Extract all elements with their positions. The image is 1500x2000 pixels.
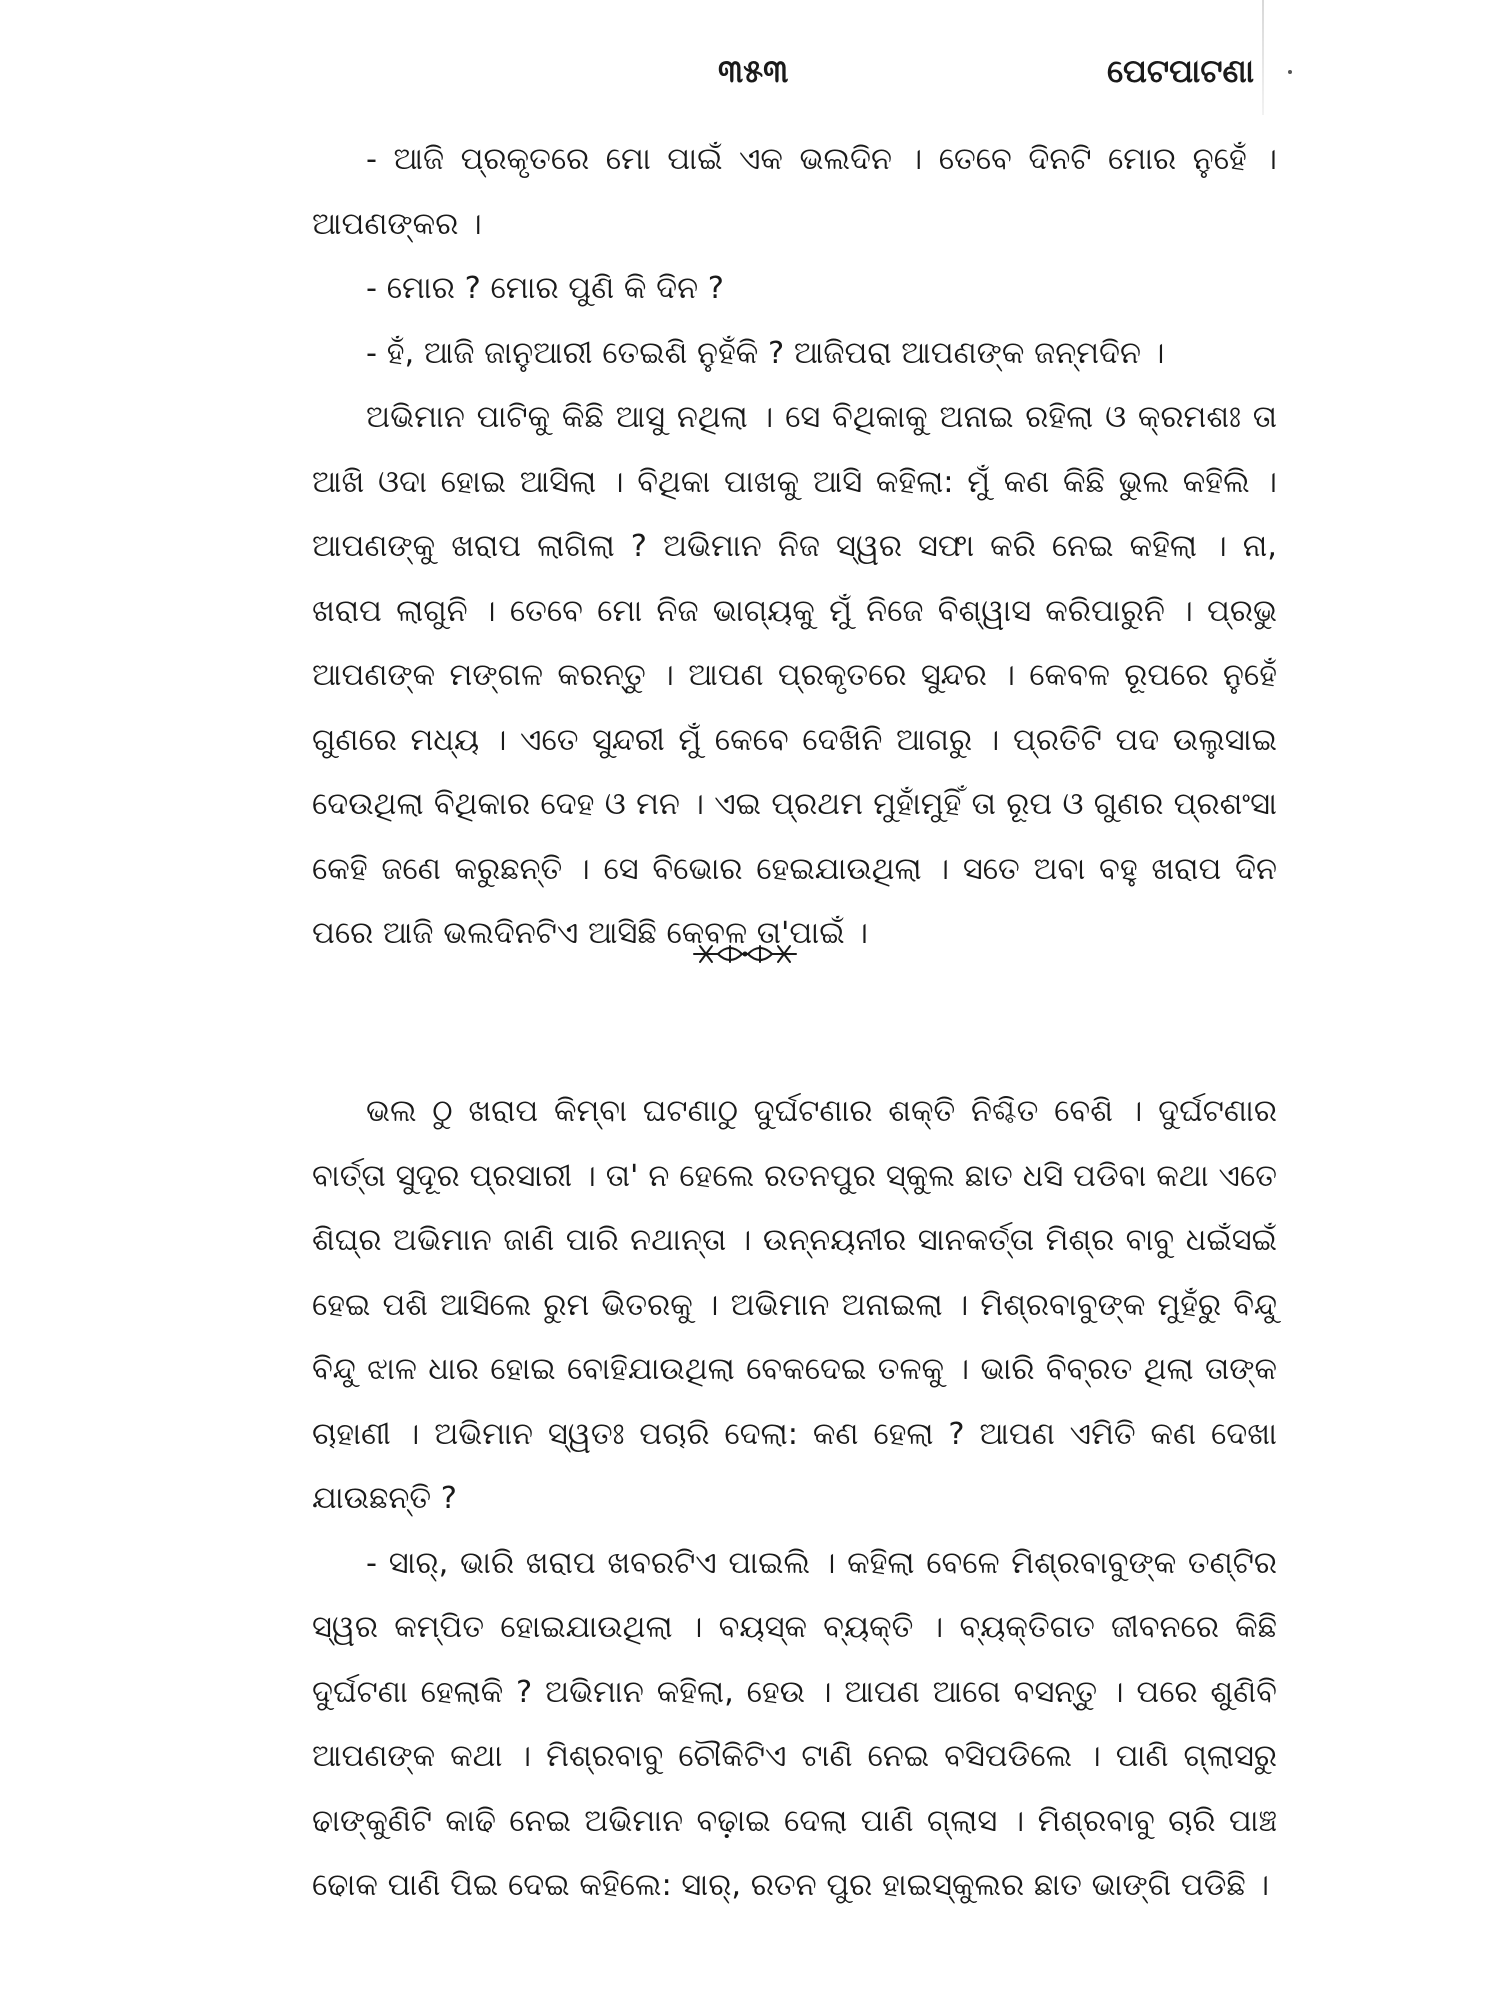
text-section-2 — [312, 1080, 1277, 1919]
paragraph: ଭଲ ଠୁ ଖରାପ କିମ୍ବା ଘଟଣାଠୁ ଦୁର୍ଘଟଣାର ଶକ୍ତି ନିଶ୍ଚିତ ବେଶି । ଦୁର୍ଘଟଣାର ବାର୍ତ୍ତା ସୁଦୂର ପ୍ରସାରୀ । ତା' ନ ହେଲେ ରତନପୁର ସ୍କୁଲ ଛାତ ଧସି ପଡିବା କଥା ଏତେ ଶିଘ୍ର ଅଭିମାନ ଜାଣି ପାରି ନଥାନ୍ତା । ଉନ୍ନୟନୀର ସାନକର୍ତ୍ତା ମିଶ୍ର ବାବୁ ଧଇଁସଇଁ ହେଇ ପଶି ଆସିଲେ ରୁମ ଭିତରକୁ । ଅଭିମାନ ଅନାଇଲା । ମିଶ୍ରବାବୁଙ୍କ ମୁହଁରୁ ବିନ୍ଦୁ ବିନ୍ଦୁ ଝାଳ ଧାର ହୋଇ ବୋହିଯାଉଥିଲା ବେକଦେଇ ତଳକୁ । ଭାରି ବିବ୍ରତ ଥିଲା ତାଙ୍କ ଚାହାଣୀ । ଅଭିମାନ ସ୍ୱତଃ ପଚାରି ଦେଲା: କଣ ହେଲା ? ଆପଣ ଏମିତି କଣ ଦେଖା ଯାଉଛନ୍ତି ? — [312, 1094, 1277, 1516]
dialogue-paragraph: - ସାର୍, ଭାରି ଖରାପ ଖବରଟିଏ ପାଇଲି । କହିଲା ବେଳେ ମିଶ୍ରବାବୁଙ୍କ ତଣ୍ଟିର ସ୍ୱର କମ୍ପିତ ହୋଇଯାଉଥିଲା । ବୟସ୍କ ବ୍ୟକ୍ତି । ବ୍ୟକ୍ତିଗତ ଜୀବନରେ କିଛି ଦୁର୍ଘଟଣା ହେଲାକି ? ଅଭିମାନ କହିଲା, ହେଉ । ଆପଣ ଆଗେ ବସନ୍ତୁ । ପରେ ଶୁଣିବି ଆପଣଙ୍କ କଥା । ମିଶ୍ରବାବୁ ଚୌକିଟିଏ ଟାଣି ନେଇ ବସିପଡିଲେ । ପାଣି ଗ୍ଲାସରୁ ଢାଙ୍କୁଣିଟି କାଢି ନେଇ ଅଭିମାନ ବଢ଼ାଇ ଦେଲା ପାଣି ଗ୍ଲାସ । ମିଶ୍ରବାବୁ ଚାରି ପାଞ୍ଚ ଢୋକ ପାଣି ପିଇ ଦେଇ କହିଲେ: ସାର୍, ରତନ ପୁର ହାଇସ୍କୁଲର ଛାତ ଭାଙ୍ଗି ପଡିଛି । — [312, 1545, 1277, 1903]
section-divider-ornament — [690, 936, 800, 972]
scan-edge — [1262, 0, 1264, 115]
dialogue-line: - ମୋର ? ମୋର ପୁଣି କି ଦିନ ? — [366, 271, 724, 306]
scan-speck — [1288, 70, 1292, 74]
paragraph: ଅଭିମାନ ପାଟିକୁ କିଛି ଆସୁ ନଥିଲା । ସେ ବିଥିକାକୁ ଅନାଇ ରହିଲା ଓ କ୍ରମଶଃ ତା ଆଖି ଓଦା ହୋଇ ଆସିଲା । ବିଥିକା ପାଖକୁ ଆସି କହିଲା: ମୁଁ କଣ କିଛି ଭୁଲ କହିଲି । ଆପଣଙ୍କୁ ଖରାପ ଲାଗିଲା ? ଅଭିମାନ ନିଜ ସ୍ୱର ସଫା କରି ନେଇ କହିଲା । ନା, ଖରାପ ଲାଗୁନି । ତେବେ ମୋ ନିଜ ଭାଗ୍ୟକୁ ମୁଁ ନିଜେ ବିଶ୍ୱାସ କରିପାରୁନି । ପ୍ରଭୁ ଆପଣଙ୍କ ମଙ୍ଗଳ କରନ୍ତୁ । ଆପଣ ପ୍ରକୃତରେ ସୁନ୍ଦର । କେବଳ ରୂପରେ ନୁହେଁ ଗୁଣରେ ମଧ୍ୟ । ଏତେ ସୁନ୍ଦରୀ ମୁଁ କେବେ ଦେଖିନି ଆଗରୁ । ପ୍ରତିଟି ପଦ ଉଲୁସାଇ ଦେଉଥିଲା ବିଥିକାର ଦେହ ଓ ମନ । ଏଇ ପ୍ରଥମ ମୁହାଁମୁହିଁ ତା ରୂପ ଓ ଗୁଣର ପ୍ରଶଂସା କେହି ଜଣେ କରୁଛନ୍ତି । ସେ ବିଭୋର ହେଇଯାଉଥିଲା । ସତେ ଅବା ବହୁ ଖରାପ ଦିନ ପରେ ଆଜି ଭଲଦିନଟିଏ ଆସିଛି କେବଳ ତା'ପାଇଁ । — [312, 400, 1277, 951]
page-number: ୩୫୩ — [718, 52, 789, 90]
text-section-1 — [312, 128, 1277, 967]
book-title: ପେଟପାଟଣା — [1106, 52, 1254, 90]
dialogue-line: - ଆଜି ପ୍ରକୃତରେ ମୋ ପାଇଁ ଏକ ଭଲଦିନ । ତେବେ ଦିନଟି ମୋର ନୁହେଁ । ଆପଣଙ୍କର । — [312, 142, 1277, 242]
dialogue-line: - ହଁ, ଆଜି ଜାନୁଆରୀ ତେଇଶି ନୁହଁକି ? ଆଜିପରା ଆପଣଙ୍କ ଜନ୍ମଦିନ । — [366, 335, 1165, 371]
